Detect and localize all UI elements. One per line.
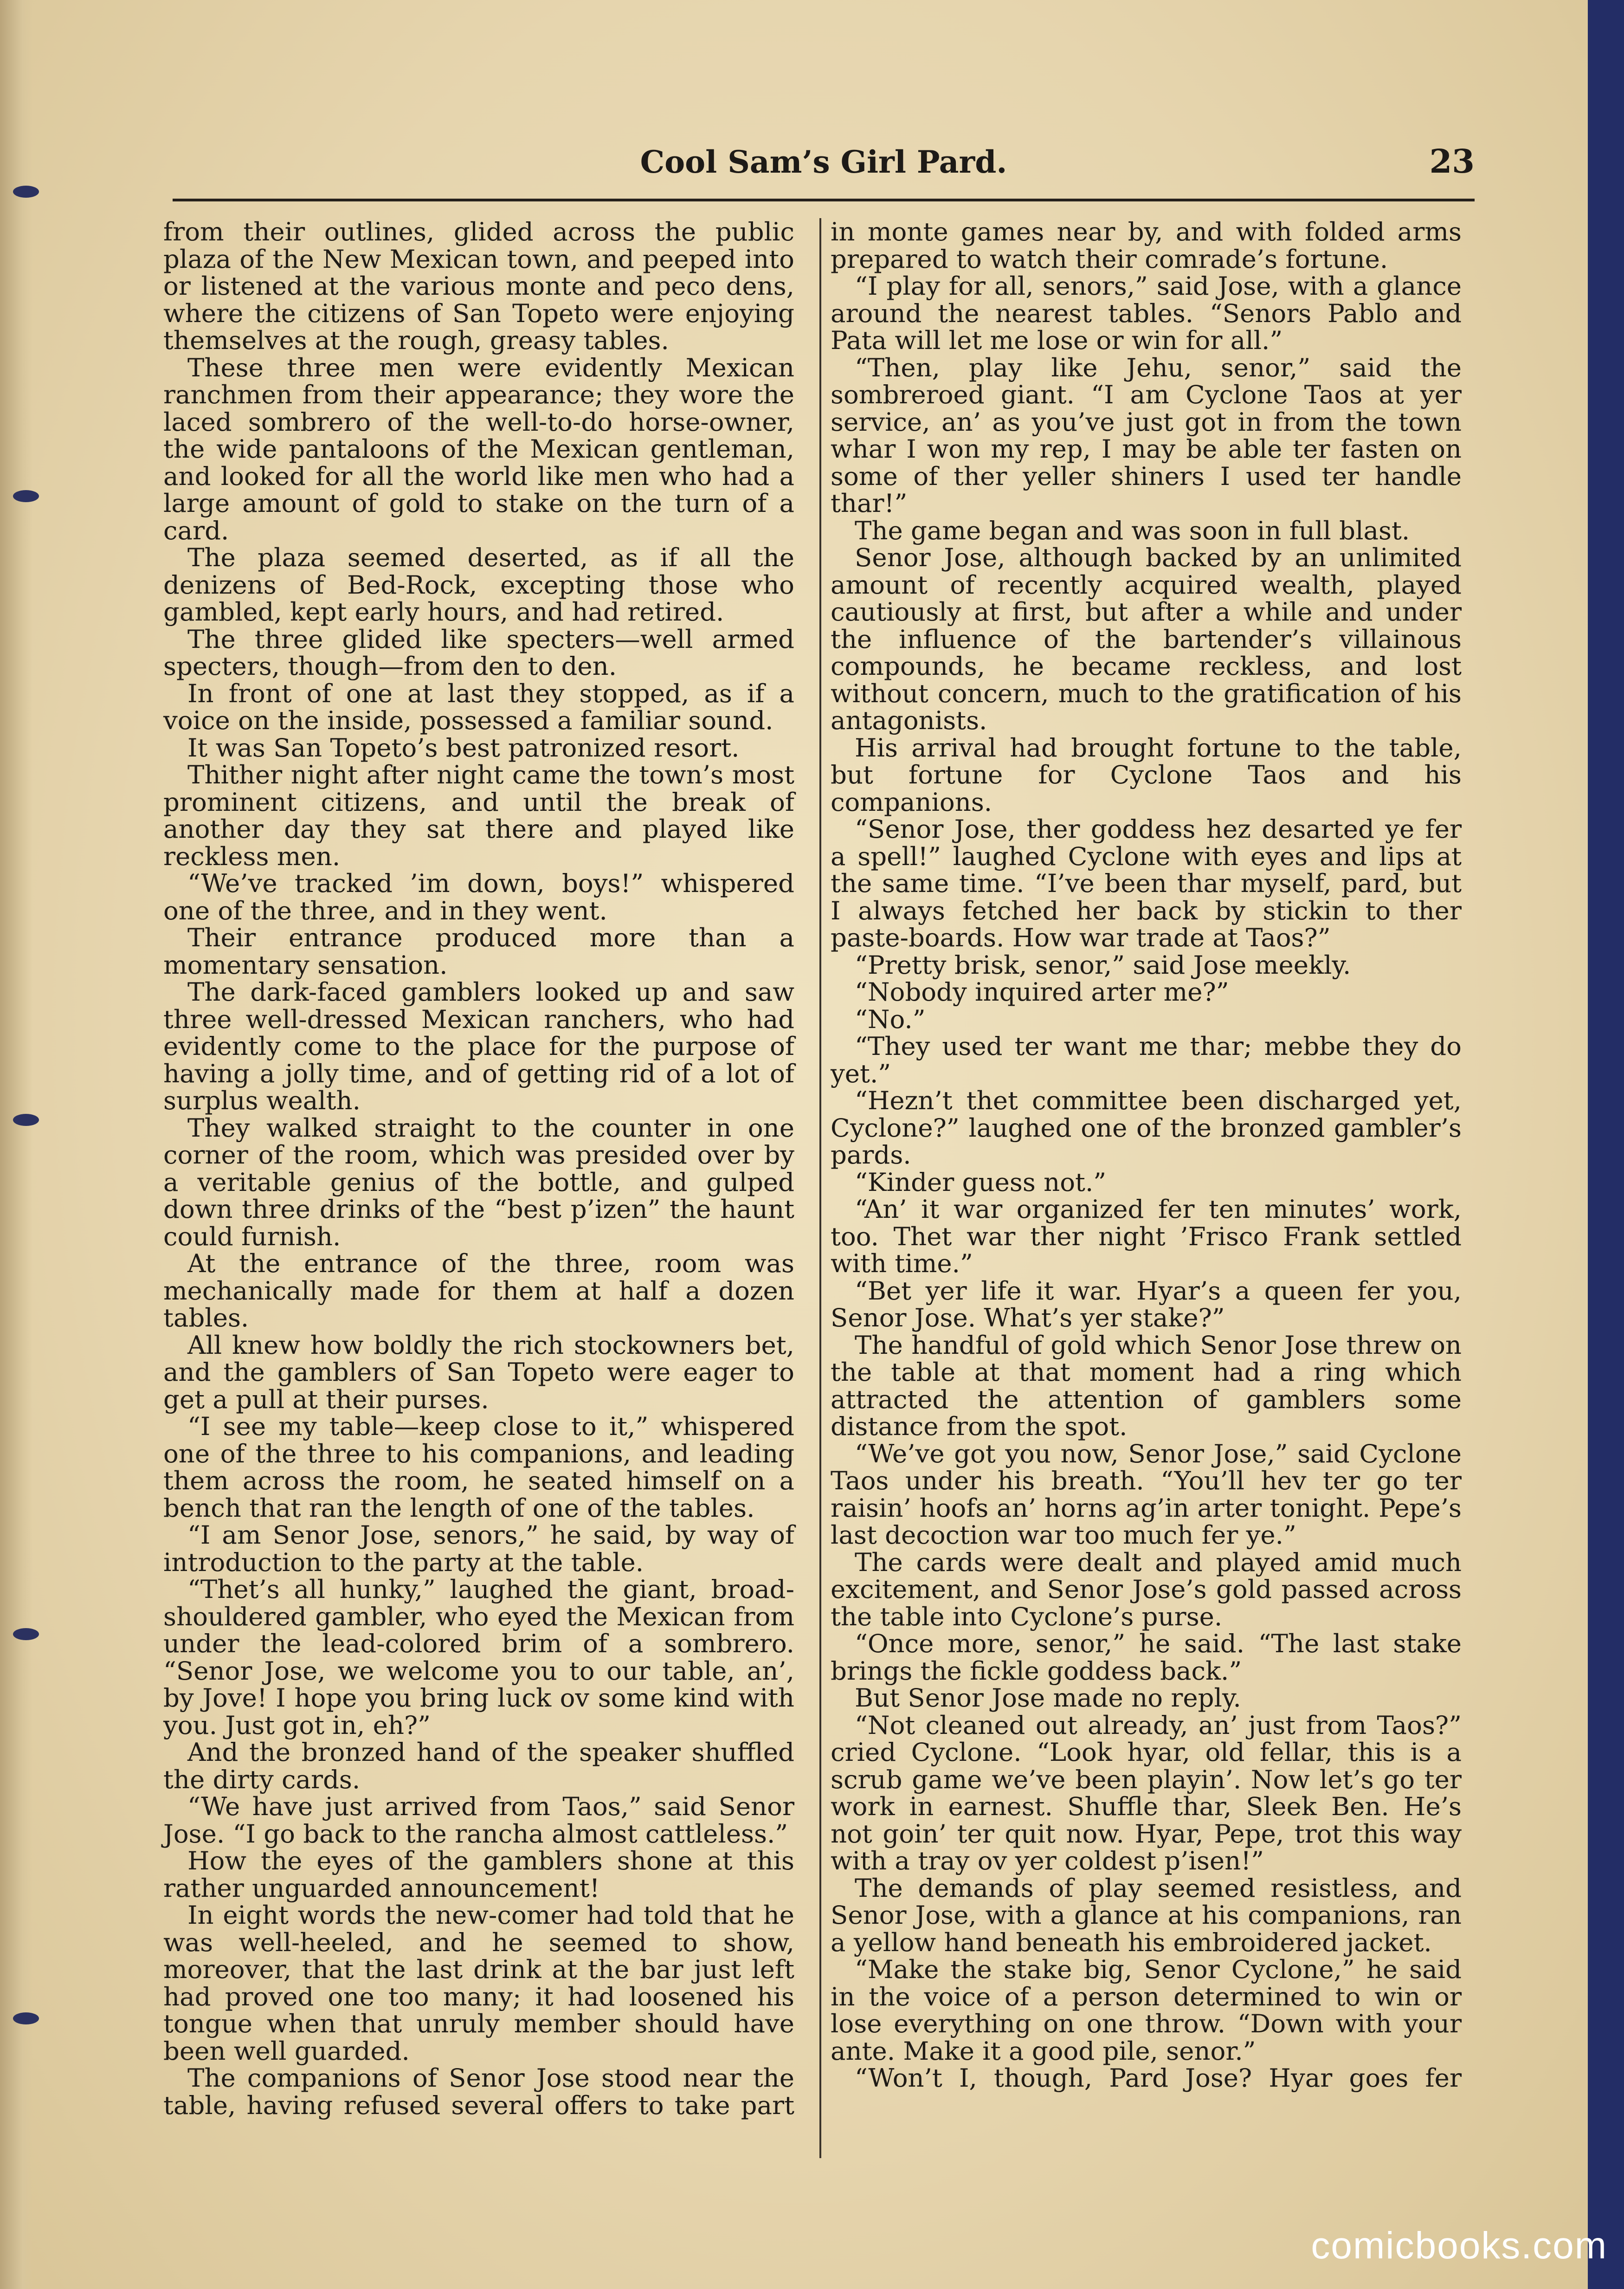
paragraph: Senor Jose, although backed by an unlimited amount of recently acquired wealth, played cautiously at first, but after a while and under the influence of the bartender’s villainous compounds, he became reckless, and lost without concern, much to the gratification of his antagonists. (831, 543, 1462, 735)
paragraph: “Senor Jose, ther goddess hez desarted ye fer a spell!” laughed Cyclone with eyes and lips at the same time. “I’ve been thar myself, pard, but I always fetched her back by stickin to ther paste-boards. How war trade at Taos?” (831, 814, 1462, 952)
paragraph: “An’ it war organized fer ten minutes’ work, too. Thet war ther night ’Frisco Frank settled with time.” (831, 1194, 1462, 1278)
running-head-title: Cool Sam’s Girl Pard. (640, 144, 1007, 180)
header-rule (173, 199, 1475, 201)
paragraph: “Make the stake big, Senor Cyclone,” he said in the voice of a person determined to win or lose everything on one throw. “Down with your ante. Make it a good pile, senor.” (831, 1954, 1462, 2066)
paragraph: The handful of gold which Senor Jose threw on the table at that moment had a ring which attracted the attention of gamblers some distance from the spot. (831, 1330, 1462, 1441)
paragraph: And the bronzed hand of the speaker shuffled the dirty cards. (163, 1737, 794, 1794)
paragraph: “We’ve got you now, Senor Jose,” said Cyclone Taos under his breath. “You’ll hev ter go ter raisin’ hoofs an’ horns ag’in arter tonight. Pepe’s last decoction war too much fer ye.” (831, 1438, 1462, 1550)
binding-stitch (13, 1114, 39, 1126)
paragraph: The game began and was soon in full blast. (855, 515, 1410, 545)
paragraph: At the entrance of the three, room was mechanically made for them at half a dozen tables. (163, 1248, 794, 1332)
paragraph: in monte games near by, and with folded arms prepared to watch their comrade’s fortune. (831, 217, 1462, 274)
paragraph: It was San Topeto’s best patronized resort. (187, 732, 740, 763)
paragraph: The companions of Senor Jose stood near the table, having refused several offers to take part (163, 2063, 794, 2120)
text-column-right (831, 218, 1462, 2092)
paragraph: “Not cleaned out already, an’ just from Taos?” cried Cyclone. “Look hyar, old fellar, this is a scrub game we’ve been playin’. Now let’s go ter work in earnest. Shuffle thar, Sleek Ben. He’s not goin’ ter quit now. Hyar, Pepe, trot this way with a tray ov yer coldest p’isen!” (831, 1710, 1462, 1875)
paragraph: “Hezn’t thet committee been discharged yet, Cyclone?” laughed one of the bronzed gambler’s pards. (831, 1086, 1462, 1170)
paragraph: “Then, play like Jehu, senor,” said the sombreroed giant. “I am Cyclone Taos at yer service, an’ as you’ve just got in from the town whar I won my rep, I may be able ter fasten on some of ther yeller shiners I used ter handle thar!” (831, 352, 1462, 518)
paragraph: The cards were dealt and played amid much excitement, and Senor Jose’s gold passed across the table into Cyclone’s purse. (831, 1547, 1462, 1631)
paragraph: “I play for all, senors,” said Jose, with a glance around the nearest tables. “Senors Pablo and Pata will let me lose or win for all.” (831, 271, 1462, 355)
paragraph: The demands of play seemed resistless, and Senor Jose, with a glance at his companions, ran a yellow hand beneath his embroidered jacket. (831, 1873, 1462, 1957)
binding-stitch (13, 2012, 39, 2024)
paragraph: These three men were evidently Mexican ranchmen from their appearance; they wore the laced sombrero of the well-to-do horse-owner, the wide pantaloons of the Mexican gentleman, and looked for all the world like men who had a large amount of gold to stake on the turn of a card. (163, 352, 794, 545)
page-spine (0, 0, 32, 2289)
paragraph: “We’ve tracked ’im down, boys!” whispered one of the three, and in they went. (163, 868, 794, 925)
scan-background (1588, 0, 1624, 2289)
paragraph: But Senor Jose made no reply. (855, 1683, 1241, 1713)
watermark: comicbooks.com (1311, 2224, 1607, 2267)
paragraph: “They used ter want me thar; mebbe they do yet.” (831, 1031, 1462, 1088)
paragraph: His arrival had brought fortune to the table, but fortune for Cyclone Taos and his companions. (831, 732, 1462, 817)
paragraph: The three glided like specters—well armed specters, though—from den to den. (163, 624, 794, 681)
paragraph: The plaza seemed deserted, as if all the denizens of Bed-Rock, excepting those who gambled, kept early hours, and had retired. (163, 543, 794, 627)
paragraph: “Thet’s all hunky,” laughed the giant, broad-shouldered gambler, who eyed the Mexican from under the lead-colored brim of a sombrero. “Senor Jose, we welcome you to our table, an’, by Jove! I hope you bring luck ov some kind with you. Just got in, eh?” (163, 1574, 794, 1740)
binding-stitch (13, 490, 39, 502)
paragraph: “Nobody inquired arter me?” (855, 977, 1229, 1007)
paragraph: “Pretty brisk, senor,” said Jose meekly. (855, 950, 1351, 980)
paragraph: “Once more, senor,” he said. “The last stake brings the fickle goddess back.” (831, 1629, 1462, 1686)
paragraph: “We have just arrived from Taos,” said Senor Jose. “I go back to the rancha almost cattleless.” (163, 1791, 794, 1849)
page-number: 23 (1429, 142, 1475, 181)
paragraph: “Bet yer life it war. Hyar’s a queen fer you, Senor Jose. What’s yer stake?” (831, 1275, 1462, 1332)
paragraph: The dark-faced gamblers looked up and saw three well-dressed Mexican ranchers, who had evidently come to the place for the purpose of having a jolly time, and of getting rid of a lot of surplus wealth. (163, 977, 794, 1115)
paragraph: In eight words the new-comer had told that he was well-heeled, and he seemed to show, moreover, that the last drink at the bar just left had proved one too many; it had loosened his tongue when that unruly member should have been well guarded. (163, 1900, 794, 2066)
paragraph: In front of one at last they stopped, as if a voice on the inside, possessed a familiar sound. (163, 678, 794, 735)
paragraph: They walked straight to the counter in one corner of the room, which was presided over by a veritable genius of the bottle, and gulped down three drinks of the “best p’izen” the haunt could furnish. (163, 1112, 794, 1251)
column-divider (819, 218, 821, 2158)
paragraph: “Kinder guess not.” (855, 1167, 1107, 1197)
running-head (173, 139, 1475, 190)
paragraph: “I see my table—keep close to it,” whispered one of the three to his companions, and leading them across the room, he seated himself on a bench that ran the length of one of the tables. (163, 1411, 794, 1523)
paragraph: “No.” (855, 1004, 926, 1034)
paragraph: Their entrance produced more than a momentary sensation. (163, 923, 794, 980)
paragraph: from their outlines, glided across the public plaza of the New Mexican town, and peeped into or listened at the various monte and peco dens, where the citizens of San Topeto were enjoying themselves at the rough, greasy tables. (163, 217, 794, 355)
paragraph: All knew how boldly the rich stockowners bet, and the gamblers of San Topeto were eager to get a pull at their purses. (163, 1330, 794, 1414)
binding-stitch (13, 1628, 39, 1640)
paragraph: Thither night after night came the town’s most prominent citizens, and until the break of another day they sat there and played like reckless men. (163, 760, 794, 871)
paragraph: “I am Senor Jose, senors,” he said, by way of introduction to the party at the table. (163, 1520, 794, 1577)
binding-stitch (13, 186, 39, 198)
text-column-left (163, 218, 794, 2119)
paragraph: “Won’t I, though, Pard Jose? Hyar goes fer (855, 2063, 1462, 2093)
paragraph: How the eyes of the gamblers shone at this rather unguarded announcement! (163, 1846, 794, 1903)
